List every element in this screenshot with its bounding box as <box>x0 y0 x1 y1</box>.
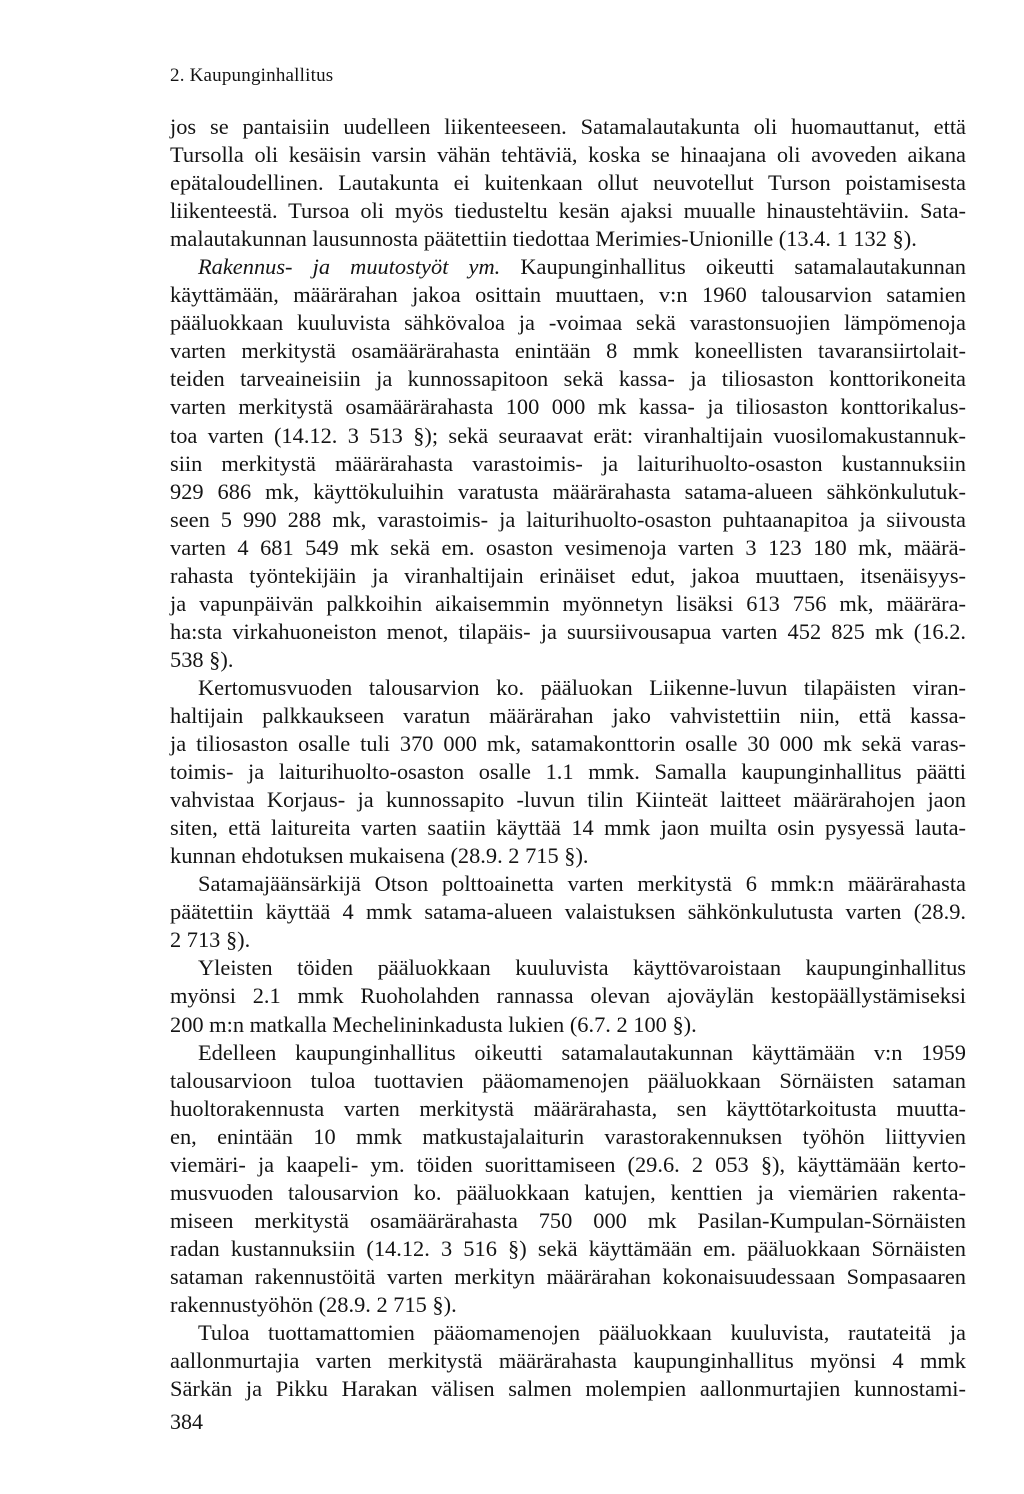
line-text: ja tiliosaston osalle tuli 370 000 mk, satamakonttorin osalle 30 000 mk sekä varas- <box>170 731 966 757</box>
line-text: siten, että laitureita varten saatiin käyttää 14 mmk jaon muilta osin pysyessä lauta- <box>170 815 966 841</box>
text-line <box>170 1123 966 1151</box>
line-text: haltijain palkkaukseen varatun määrärahan jako vahvistettiin niin, että kassa- <box>170 702 966 728</box>
text-line <box>170 225 966 253</box>
line-text: 200 m:n matkalla Mechelininkadusta lukien (6.7. 2 100 §). <box>170 1011 697 1037</box>
text-line <box>170 1375 966 1403</box>
text-line <box>170 1095 966 1123</box>
text-line <box>170 1235 966 1263</box>
line-text: pääluokkaan kuuluvista sähkövaloa ja -voimaa sekä varastonsuojien lämpömenoja <box>170 310 966 336</box>
line-text: varten 4 681 549 mk sekä em. osaston vesimenoja varten 3 123 180 mk, määrä- <box>170 534 966 560</box>
paragraph <box>170 1319 966 1403</box>
text-line <box>170 1347 966 1375</box>
line-text: teiden tarveaineisiin ja kunnossapitoon sekä kassa- ja tiliosaston konttorikoneita <box>170 366 966 392</box>
line-text: käyttämään, määrärahan jakoa osittain muuttaen, v:n 1960 talousarvion satamien <box>170 282 966 308</box>
line-text: Kertomusvuoden talousarvion ko. pääluokan Liikenne-luvun tilapäisten viran- <box>198 674 966 700</box>
line-text: liikenteestä. Tursoa oli myös tiedusteltu kesän ajaksi muualle hinaustehtäviin. Sata- <box>170 198 966 224</box>
line-text: Tursolla oli kesäisin varsin vähän tehtäviä, koska se hinaajana oli avoveden aikana <box>170 142 966 168</box>
text-line <box>170 786 966 814</box>
text-line <box>170 337 966 365</box>
paragraph <box>170 954 966 1038</box>
text-line <box>170 506 966 534</box>
running-head: 2. Kaupunginhallitus <box>170 65 334 86</box>
line-text: Tuloa tuottamattomien pääomamenojen pääluokkaan kuuluvista, rautateitä ja <box>198 1320 966 1346</box>
line-text: toimis- ja laiturihuolto-osaston osalle 1.1 mmk. Samalla kaupunginhallitus päätti <box>170 759 966 785</box>
text-line <box>170 1067 966 1095</box>
line-text: miseen merkitystä osamäärärahasta 750 000 mk Pasilan-Kumpulan-Sörnäisten <box>170 1207 966 1233</box>
text-line <box>170 1291 966 1319</box>
line-text: Särkän ja Pikku Harakan välisen salmen molempien aallonmurtajien kunnostami- <box>170 1376 966 1402</box>
line-text: 929 686 mk, käyttökuluihin varatusta määrärahasta satama-alueen sähkönkulutuk- <box>170 478 966 504</box>
line-text: Satamajäänsärkijä Otson polttoainetta varten merkitystä 6 mmk:n määrärahasta <box>198 871 966 897</box>
body-text <box>170 113 966 1403</box>
text-line <box>170 898 966 926</box>
text-line <box>170 674 966 702</box>
line-text: Yleisten töiden pääluokkaan kuuluvista käyttövaroistaan kaupunginhallitus <box>198 955 966 981</box>
line-text: myönsi 2.1 mmk Ruoholahden rannassa olevan ajoväylän kestopäällystämiseksi <box>170 983 966 1009</box>
text-line <box>170 758 966 786</box>
text-line <box>170 169 966 197</box>
line-text: 2 713 §). <box>170 927 251 953</box>
paragraph <box>170 674 966 870</box>
line-text: toa varten (14.12. 3 513 §); sekä seuraavat erät: viranhaltijain vuosilomakustannuk- <box>170 422 966 448</box>
line-text: Edelleen kaupunginhallitus oikeutti satamalautakunnan käyttämään v:n 1959 <box>198 1039 966 1065</box>
line-text: talousarvioon tuloa tuottavien pääomamenojen pääluokkaan Sörnäisten sataman <box>170 1067 966 1093</box>
text-line <box>170 281 966 309</box>
text-line <box>170 870 966 898</box>
text-line <box>170 1151 966 1179</box>
line-text: huoltorakennusta varten merkitystä määrärahasta, sen käyttötarkoitusta muutta- <box>170 1095 966 1121</box>
line-text: en, enintään 10 mmk matkustajalaiturin varastorakennuksen työhön liittyvien <box>170 1123 966 1149</box>
line-text: kunnan ehdotuksen mukaisena (28.9. 2 715 §). <box>170 843 589 869</box>
line-text: 538 §). <box>170 646 234 672</box>
text-line <box>170 365 966 393</box>
text-line <box>170 618 966 646</box>
text-line <box>170 141 966 169</box>
text-line <box>170 730 966 758</box>
line-text: rakennustyöhön (28.9. 2 715 §). <box>170 1291 457 1317</box>
line-text: radan kustannuksiin (14.12. 3 516 §) sekä käyttämään em. pääluokkaan Sörnäisten <box>170 1235 966 1261</box>
text-line <box>170 954 966 982</box>
text-line <box>170 1207 966 1235</box>
line-text: varten merkitystä osamäärärahasta 100 000 mk kassa- ja tiliosaston konttorikalus- <box>170 394 966 420</box>
line-text: sataman rakennustöitä varten merkityn määrärahan kokonaisuudessaan Sompasaaren <box>170 1263 966 1289</box>
paragraph <box>170 113 966 253</box>
line-text: ha:sta virkahuoneiston menot, tilapäis- ja suursiivousapua varten 452 825 mk (16.2. <box>170 618 966 644</box>
text-line <box>170 1039 966 1067</box>
text-line <box>170 309 966 337</box>
line-text: malautakunnan lausunnosta päätettiin tiedottaa Merimies-Unionille (13.4. 1 132 §). <box>170 226 917 252</box>
line-text: aallonmurtajia varten merkitystä määrärahasta kaupunginhallitus myönsi 4 mmk <box>170 1348 966 1374</box>
text-line <box>170 1263 966 1291</box>
text-line <box>170 197 966 225</box>
text-line <box>170 393 966 421</box>
text-line <box>170 842 966 870</box>
line-text: Kaupunginhallitus oikeutti satamalautakunnan <box>500 254 966 280</box>
line-text: päätettiin käyttää 4 mmk satama-alueen valaistuksen sähkönkulutusta varten (28.9. <box>170 899 966 925</box>
paragraph <box>170 1039 966 1319</box>
text-line <box>170 478 966 506</box>
text-line <box>170 1319 966 1347</box>
text-line <box>170 1011 966 1039</box>
text-line <box>170 590 966 618</box>
paragraph <box>170 253 966 674</box>
line-text: jos se pantaisiin uudelleen liikenteeseen. Satamalautakunta oli huomauttanut, että <box>170 114 966 139</box>
line-text: viemäri- ja kaapeli- ym. töiden suorittamiseen (29.6. 2 053 §), käyttämään kerto- <box>170 1151 966 1177</box>
line-text: seen 5 990 288 mk, varastoimis- ja laiturihuolto-osaston puhtaanapitoa ja siivousta <box>170 506 966 532</box>
text-line <box>170 814 966 842</box>
line-text: vahvistaa Korjaus- ja kunnossapito -luvun tilin Kiinteät laitteet määrärahojen jaon <box>170 787 966 813</box>
text-line <box>170 113 966 141</box>
text-line <box>170 646 966 674</box>
line-text: varten merkitystä osamäärärahasta enintään 8 mmk koneellisten tavaransiirtolait- <box>170 338 966 364</box>
line-text: ja vapunpäivän palkkoihin aikaisemmin myönnetyn lisäksi 613 756 mk, määrära- <box>170 590 966 616</box>
paragraph <box>170 870 966 954</box>
text-line <box>170 534 966 562</box>
section-heading: Rakennus- ja muutostyöt ym. <box>198 254 501 280</box>
line-text: epätaloudellinen. Lautakunta ei kuitenkaan ollut neuvotellut Turson poistamisesta <box>170 170 966 196</box>
text-line <box>170 1179 966 1207</box>
line-text: rahasta työntekijäin ja viranhaltijain erinäiset edut, jakoa muuttaen, itsenäisyys- <box>170 562 966 588</box>
page-number: 384 <box>170 1409 203 1434</box>
line-text: siin merkitystä määrärahasta varastoimis- ja laiturihuolto-osaston kustannuksiin <box>170 450 966 476</box>
text-line <box>170 422 966 450</box>
line-text: musvuoden talousarvion ko. pääluokkaan katujen, kenttien ja viemärien rakenta- <box>170 1179 966 1205</box>
text-line <box>170 562 966 590</box>
text-line <box>170 450 966 478</box>
text-line <box>170 253 966 281</box>
text-line <box>170 982 966 1010</box>
text-line <box>170 702 966 730</box>
text-line <box>170 926 966 954</box>
